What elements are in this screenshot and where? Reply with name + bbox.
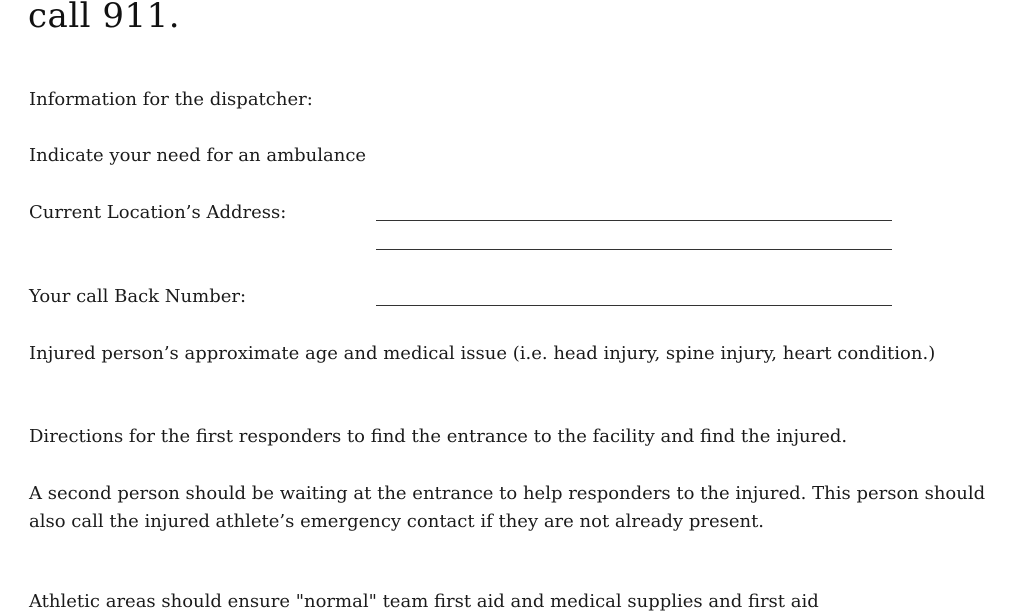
- address-blank-line-1: [376, 220, 892, 221]
- page-heading: call 911.: [28, 0, 181, 36]
- callback-label: Your call Back Number:: [29, 286, 247, 307]
- address-blank-line-2: [376, 249, 892, 250]
- ambulance-need-text: Indicate your need for an ambulance: [29, 145, 367, 166]
- second-person-text: A second person should be waiting at the entrance to help responders to the injured. This person should also call the injured athlete’s emergency contact if they are not already present.: [29, 483, 986, 532]
- dispatcher-intro: Information for the dispatcher:: [29, 89, 313, 110]
- cutoff-text-line: Athletic areas should ensure "normal" team first aid and medical supplies and first aid: [29, 591, 819, 612]
- address-label: Current Location’s Address:: [29, 202, 287, 223]
- callback-blank-line: [376, 305, 892, 306]
- injured-info-text: Injured person’s approximate age and medical issue (i.e. head injury, spine injury, heart condition.): [29, 343, 936, 364]
- directions-text: Directions for the first responders to find the entrance to the facility and find the injured.: [29, 426, 848, 447]
